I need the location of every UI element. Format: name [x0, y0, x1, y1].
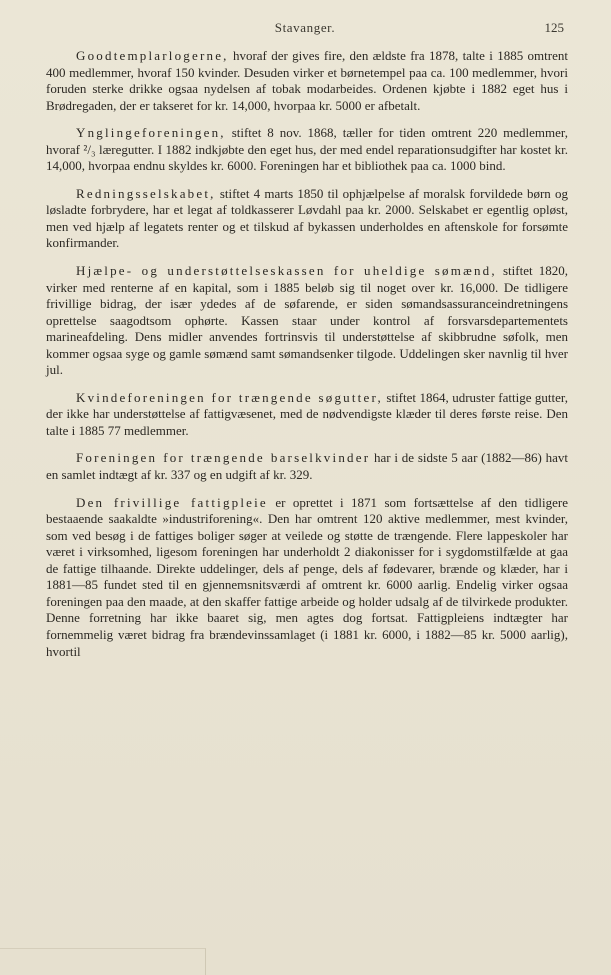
paragraph-barselkvinder — [46, 450, 568, 483]
paragraph-text: hvoraf der gives fire, den ældste fra 1878, talte i 1885 omtrent 400 medlemmer, hvoraf 150 kvinder. Desuden virker et børnetempel paa ca. 100 medlemmer, hvori foruden sterke drikke ogsaa nydelsen af tobak modarbeides. Ordenen kjøbte i 1882 eget hus i Brødregaden, der er takseret for kr. 14,000, hvorpaa kr. 5000 er afbetalt. — [46, 48, 568, 113]
paragraph-lead: Goodtemplarlogerne, — [76, 48, 229, 63]
paragraph-text: er oprettet i 1871 som fortsættelse af den tidligere bestaaende saakaldte »industriforening«. Den har omtrent 120 aktive medlemmer, mest kvinder, som ved besøg i de fattiges boliger søger at veilede og støtte de trængende. Flere lappeskoler har været i virksomhed, ligesom foreningen har underholdt 2 diakonisser for i sygdomstilfælde at gaa de fattige tilhaande. Direkte uddelinger, dels af penge, dels af fødevarer, brænde og klæder, har i 1881—85 fundet sted til en gjennemsnitsværdi af omtrent kr. 6000 aarlig. Endelig virker ogsaa foreningen paa den maade, at den skaffer fattige arbeide og holder udsalg af de tilvirkede produkter. Denne forretning har ikke baaret sig, men agtes dog fortsat. Fattigpleiens indtægter har fornemmelig været bidrag fra brændevinssamlaget (i 1881 kr. 6000, i 1882—85 kr. 5000 aarlig), hvortil — [46, 494, 568, 659]
paragraph-text: har i de sidste 5 aar (1882—86) havt en samlet indtægt af kr. 337 og en udgift af kr. 329. — [46, 450, 568, 483]
scan-edge-mark — [0, 948, 206, 975]
paragraph-lead: Foreningen for trængende barselkvinder — [76, 450, 371, 466]
page-body — [46, 48, 568, 671]
paragraph-text: stiftet 1864, udruster fattige gutter, der ikke har understøttelse af fattigvæsenet, med de nødvendigste klæder til deres første reise. Den talte i 1885 77 medlemmer. — [46, 389, 568, 438]
paragraph-ynglinge — [46, 125, 568, 175]
paragraph-lead: Redningsselskabet, — [76, 185, 216, 201]
paragraph-redning — [46, 186, 568, 252]
paragraph-kvindeforening — [46, 390, 568, 440]
page-header — [46, 20, 564, 38]
paragraph-hjaelpekasse — [46, 263, 568, 379]
paragraph-lead: Ynglingeforeningen, — [76, 125, 226, 141]
paragraph-goodtemplar — [46, 48, 568, 114]
paragraph-lead: Hjælpe- og understøttelseskassen for uheldige sømænd, — [76, 263, 497, 279]
paragraph-text: stiftet 4 marts 1850 til ophjælpelse af moralsk forvildede børn og løsladte forbrydere, har et legat af toldkasserer Løvdahl paa kr. 2000. Selskabet er egentlig opløst, men ved hjælp af legatets renter og et tilskud af bykassen underholdes en aftenskole for forsømte konfirmander. — [46, 185, 568, 251]
paragraph-lead: Den frivillige fattigpleie — [76, 494, 268, 510]
paragraph-lead: Kvindeforeningen for trængende søgutter, — [76, 389, 383, 405]
paragraph-text: stiftet 8 nov. 1868, tæller for tiden omtrent 220 medlemmer, hvoraf ²/₃ læregutter. I 1882 indkjøbte den eget hus, der med endel reparationsudgifter har kostet kr. 14,000, hvorpaa endnu skyldes kr. 6000. Foreningen har et bibliothek paa ca. 1000 bind. — [46, 125, 568, 174]
page-number: 125 — [544, 20, 564, 35]
paragraph-text: stiftet 1820, virker med renterne af en kapital, som i 1885 beløb sig til noget over kr. 16,000. De tidligere frivillige bidrag, der især ydedes af de søfarende, er siden sømandsassuranceindretningens oprettelse saagodtsom ophørte. Kassen staar under kontrol af forsvarsdepartementets marineafdeling. Dens midler anvendes fortrinsvis til understøttelse af skibbrudne søfolk, men kommer ogsaa syge og gamle sømænd samt sømandsenker tilgode. Uddelingen sker navnlig til hver jul. — [46, 263, 569, 378]
paragraph-fattigpleie — [46, 495, 568, 660]
running-title: Stavanger. — [274, 20, 336, 35]
